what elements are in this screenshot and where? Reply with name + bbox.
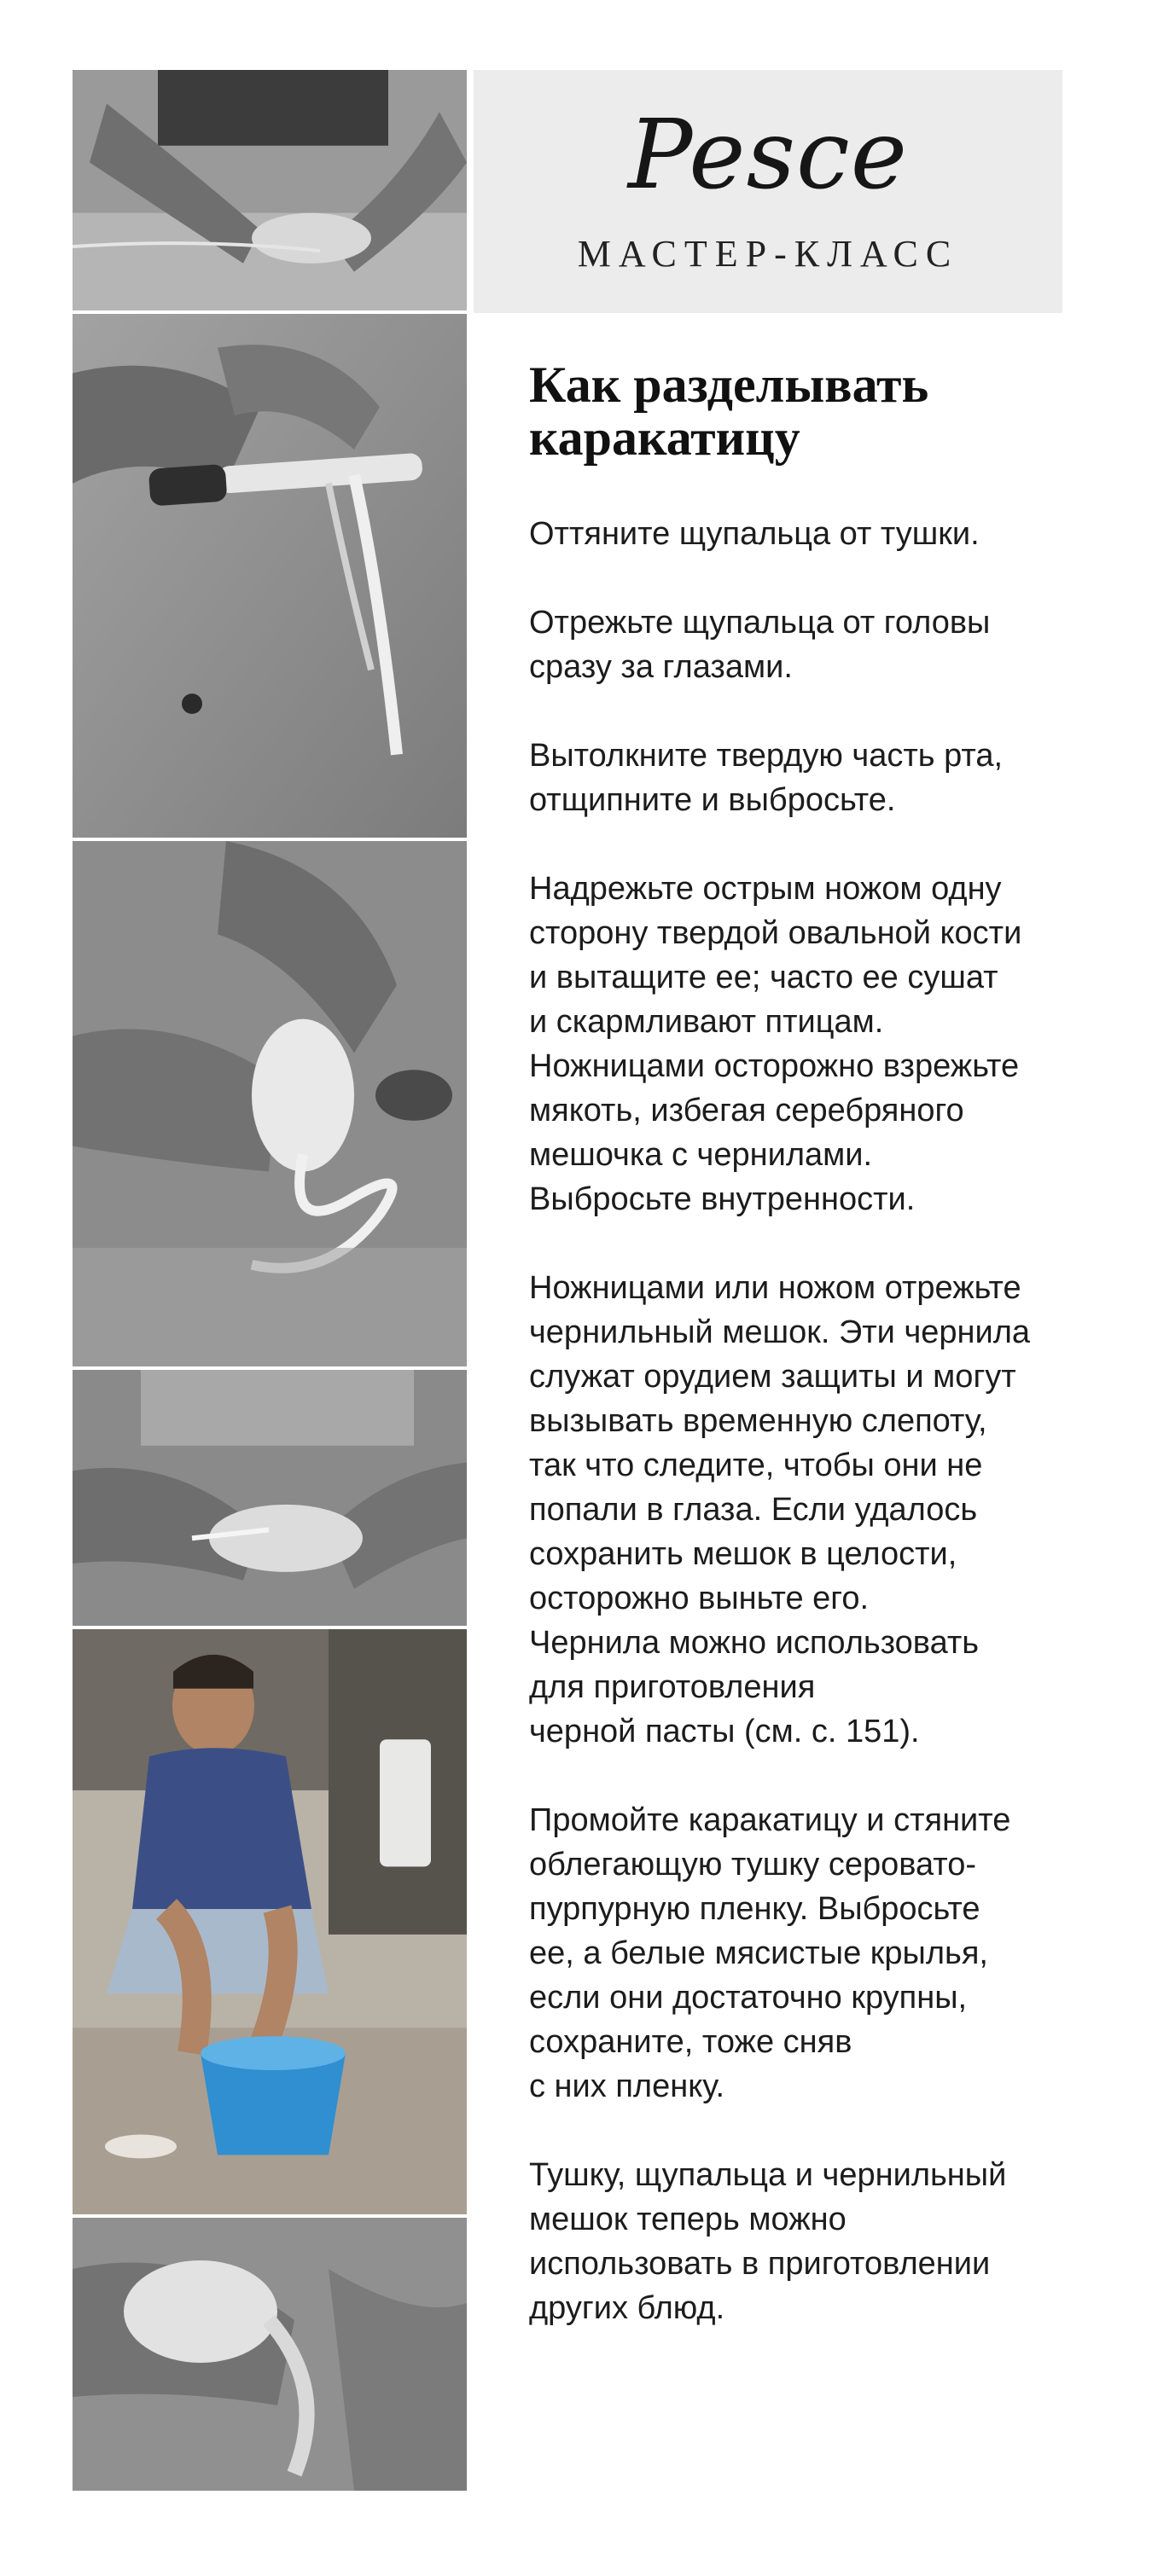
step-1: Оттяните щупальца от тушки. <box>529 516 980 552</box>
photo-ink-sac <box>73 1370 467 1629</box>
step-4: Надрежьте острым ножом одну сторону твердой овальной кости и вытащите ее; часто ее сушат и скармливают птицам. Ножницами осторожно взрежьте мякоть, избегая серебряного мешочка с чернилами. Выбросьте внутренности. <box>529 871 1022 1217</box>
step-6: Промойте каракатицу и стяните облегающую тушку серовато- пурпурную пленку. Выбросьте ее, а белые мясистые крылья, если они достаточно крупны, сохраните, тоже сняв с них пленку. <box>529 1802 1011 2104</box>
photo-cleaned-cuttlefish <box>73 2218 467 2491</box>
photo-removing-bone <box>73 841 467 1370</box>
photo-cutting-tentacles <box>73 314 467 841</box>
section-subtitle: МАСТЕР-КЛАСС <box>577 233 959 275</box>
photo-column <box>73 70 467 2491</box>
brand-title: Pesce <box>627 100 909 211</box>
step-5: Ножницами или ножом отрежьте чернильный мешок. Эти чернила служат орудием защиты и могут вызывать временную слепоту, так что следите, чтобы они не попали в глаза. Если удалось сохранить мешок в целости, осторожно выньте его. Чернила можно использовать для приготовления черной пасты (см. с. 151). <box>529 1270 1031 1749</box>
step-3: Вытолкните твердую часть рта, отщипните и выбросьте. <box>529 738 1004 818</box>
article-title: Как разделывать каракатицу <box>529 357 929 466</box>
steps-list <box>529 512 1109 2375</box>
photo-man-with-bucket <box>73 1629 467 2218</box>
step-7: Тушку, щупальца и чернильный мешок теперь можно использовать в приготовлении других блюд. <box>529 2157 1007 2326</box>
step-2: Отрежьте щупальца от головы сразу за глазами. <box>529 605 991 685</box>
header-box <box>474 70 1062 313</box>
photo-hands-on-board <box>73 70 467 314</box>
